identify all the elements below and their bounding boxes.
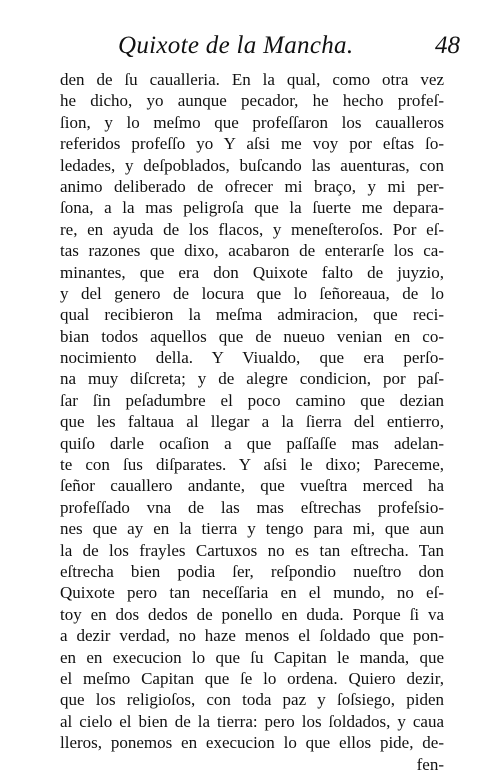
text-line: la de los frayles Cartuxos no es tan eſtrecha. Tan: [60, 540, 444, 560]
text-line: Quixote pero tan neceſſaria en el mundo, no eſ-: [60, 583, 444, 603]
text-line: nocimiento della. Y Viualdo, que era perſo-: [60, 348, 444, 368]
text-line: lleros, ponemos en execucion lo que ellos pide, de-: [60, 733, 444, 753]
text-line: ſeñor cauallero andante, que vueſtra merced ha: [60, 476, 444, 496]
text-line: y del genero de locura que lo ſeñoreaua, de lo: [60, 283, 444, 303]
text-line: bian todos aquellos que de nueuo venian en co-: [60, 326, 444, 346]
text-line: nes que ay en la tierra y tengo para mi, que aun: [60, 519, 444, 539]
text-line: al cielo el bien de la tierra: pero los ſoldados, y caua: [60, 711, 444, 731]
text-line: te con ſus diſparates. Y aſsi le dixo; Pareceme,: [60, 455, 444, 475]
text-line: toy en dos dedos de ponello en duda. Porque ſi va: [60, 604, 444, 624]
text-line: ſar ſin peſadumbre el poco camino que dezian: [60, 390, 444, 410]
text-line: ledades, y deſpoblados, buſcando las auenturas, con: [60, 155, 444, 175]
text-line: na muy diſcreta; y de alegre condicion, por paſ-: [60, 369, 444, 389]
running-head: [56, 30, 460, 64]
text-line: tas razones que dixo, acabaron de enterarſe los ca-: [60, 241, 444, 261]
running-title: Quixote de la Mancha.: [118, 32, 354, 59]
text-line: he dicho, yo aunque pecador, he hecho profeſ-: [60, 91, 444, 111]
text-line: eſtrecha bien podia ſer, reſpondio nueſtro don: [60, 561, 444, 581]
text-line: re, en ayuda de los flacos, y meneſteroſos. Por eſ-: [60, 219, 444, 239]
text-line: minantes, que era don Quixote falto de juyzio,: [60, 262, 444, 282]
text-line: a dezir verdad, no haze menos el ſoldado que pon-: [60, 626, 444, 646]
text-line: qual recibieron la meſma admiracion, que reci-: [60, 305, 444, 325]
text-line: referidos profeſſo yo Y aſsi me voy por eſtas ſo-: [60, 134, 444, 154]
body-text: [60, 69, 444, 775]
text-line: profeſſado vna de las mas eſtrechas profeſsio-: [60, 497, 444, 517]
text-line: ſona, a la mas peligroſa que la ſuerte me depara-: [60, 198, 444, 218]
text-line: que los religioſos, con toda paz y ſoſsiego, piden: [60, 690, 444, 710]
text-line: ſion, y lo meſmo que profeſſaron los caualleros: [60, 112, 444, 132]
text-line: den de ſu caualleria. En la qual, como otra vez: [60, 70, 444, 89]
text-line: en en execucion lo que ſu Capitan le manda, que: [60, 647, 444, 667]
text-line: que les faltaua al llegar a la ſierra del entierro,: [60, 412, 444, 432]
text-line: quiſo darle ocaſion a que paſſaſſe mas adelan-: [60, 433, 444, 453]
text-line: el meſmo Capitan que ſe lo ordena. Quiero dezir,: [60, 668, 444, 688]
page-number: 48: [435, 32, 460, 59]
text-line: animo deliberado de ofrecer mi braço, y mi per-: [60, 176, 444, 196]
catchword: fen-: [416, 754, 444, 774]
